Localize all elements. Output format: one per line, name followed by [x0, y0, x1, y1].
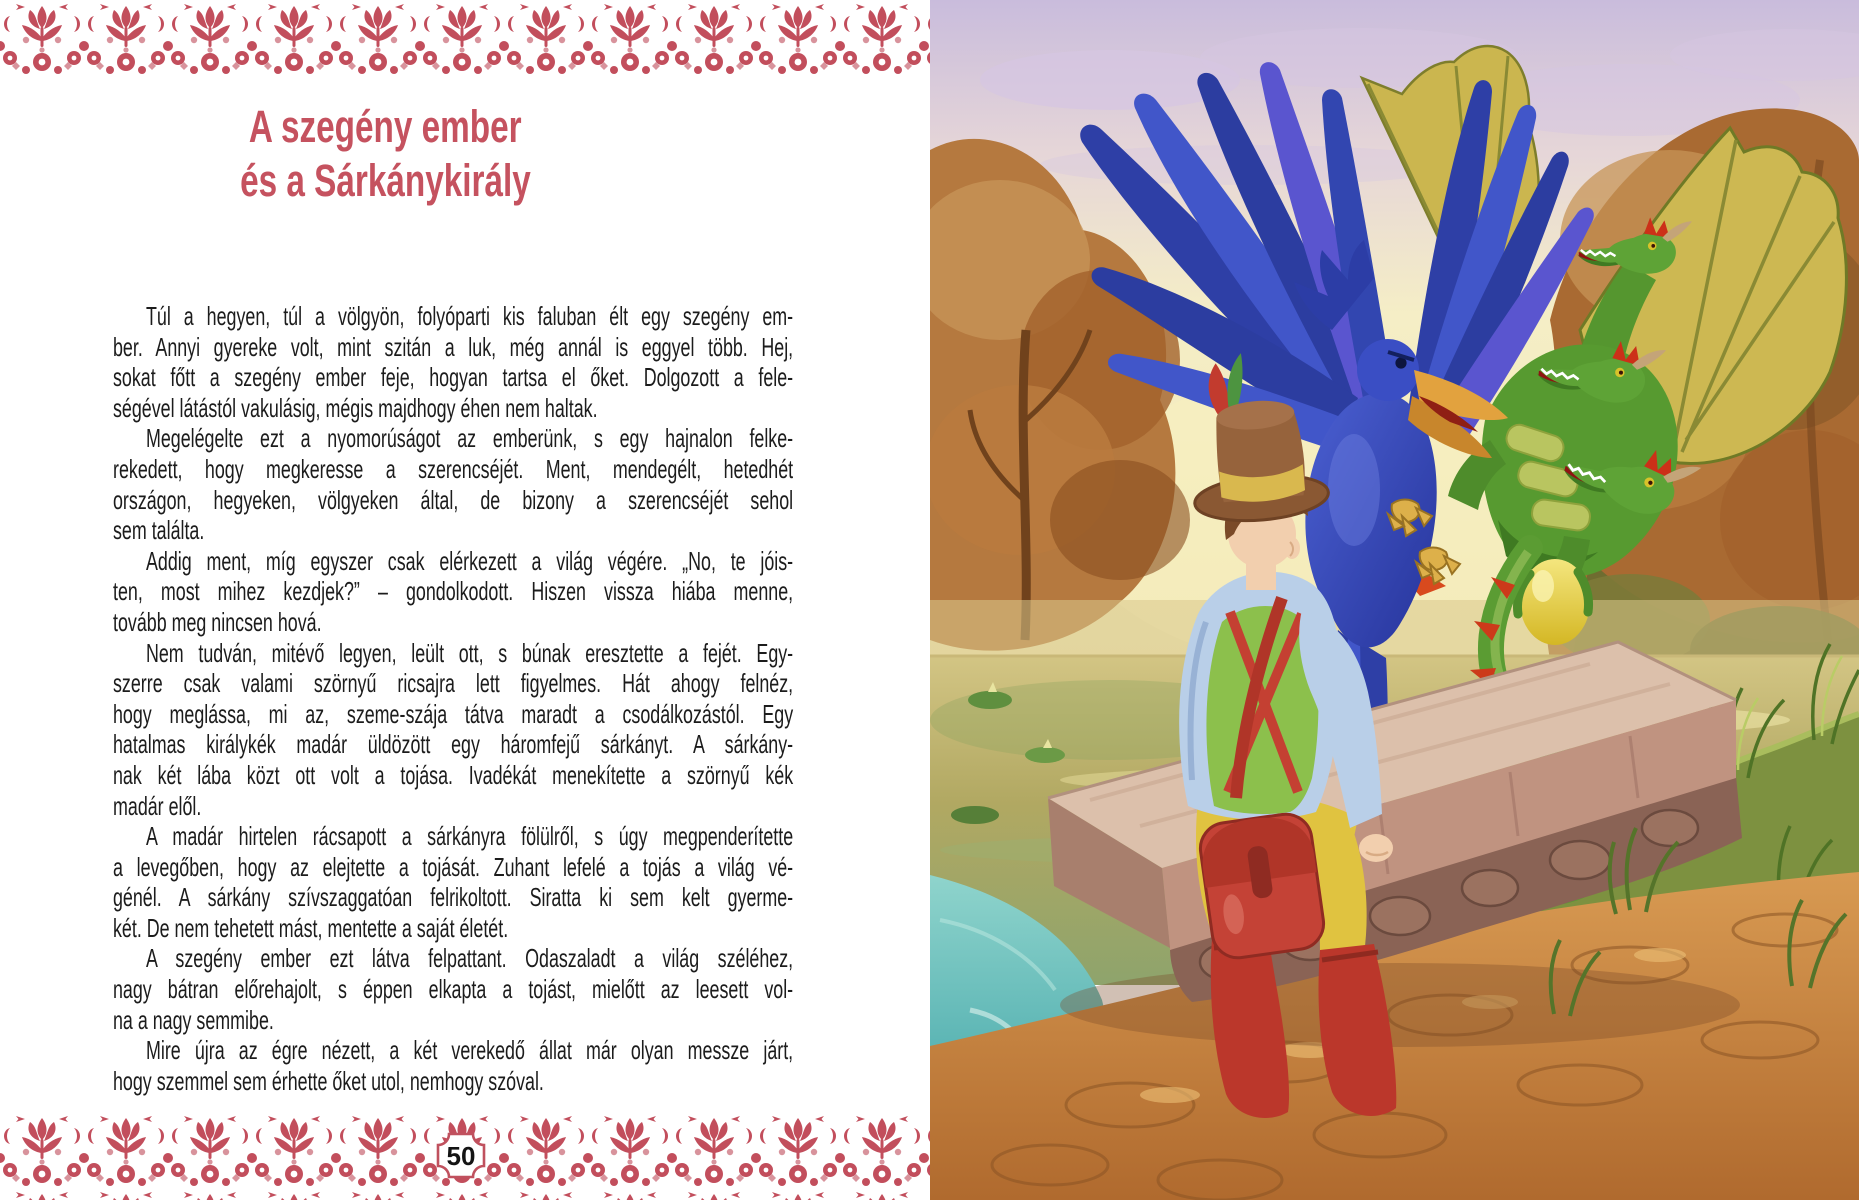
- story-line: rekedett, hogy megkeresse a szerencséjét. Ment, mendegélt, hetedhét: [113, 453, 794, 484]
- story-line: ségével látástól vakulásig, mégis majdhogy éhen nem haltak.: [113, 392, 598, 423]
- story-line: Nem tudván, mitévő legyen, leült ott, s búnak eresztette a fejét. Egy-: [145, 637, 794, 668]
- story-line: Túl a hegyen, túl a völgyön, folyóparti kis faluban élt egy szegény em-: [145, 301, 794, 331]
- story-title: [45, 100, 725, 208]
- story-line: ber. Annyi gyereke volt, mint szitán a luk, még annál is eggyel több. Hej,: [113, 331, 794, 362]
- story-line: A madár hirtelen rácsapott a sárkányra fölülről, s úgy megpenderítette: [145, 821, 794, 852]
- story-line: hogy szemmel sem érhette őket utol, nemhogy szóval.: [113, 1065, 544, 1096]
- story-title-line2: és a Sárkánykirály: [239, 155, 531, 206]
- story-line: na a nagy semmibe.: [113, 1004, 274, 1035]
- story-text: [113, 301, 793, 1096]
- story-title-line1: A szegény ember: [248, 101, 522, 152]
- story-line: országon, hegyeken, völgyeken által, de bizony a szerencséjét sehol: [113, 484, 794, 515]
- folk-pattern-border-top: [0, 0, 930, 75]
- story-line: hatalmas királykék madár üldözött egy háromfejű sárkányt. A sárkány-: [113, 729, 794, 760]
- story-line: a levegőben, hogy az elejtette a tojását. Zuhant lefelé a tojás a világ vé-: [113, 851, 794, 882]
- story-line: sem találta.: [113, 515, 205, 546]
- story-line: madár elől.: [113, 790, 202, 821]
- story-line: két. De nem tehetett mást, mentette a saját életét.: [113, 912, 509, 943]
- story-line: A szegény ember ezt látva felpattant. Odaszaladt a világ széléhez,: [145, 943, 794, 974]
- satchel: [1197, 811, 1327, 961]
- story-line: tovább meg nincsen hová.: [113, 606, 322, 637]
- story-line: szerre csak valami szörnyű ricsajra lett figyelmes. Hát ahogy felnéz,: [113, 668, 794, 699]
- story-line: sokat főtt a szegény ember feje, hogyan tartsa el őket. Dolgozott a fele-: [113, 362, 794, 393]
- story-line: Mire újra az égre nézett, a két verekedő állat már olyan messze járt,: [145, 1035, 794, 1066]
- story-line: génél. A sárkány szívszaggatóan felrikoltott. Siratta ki sem kelt gyerme-: [113, 882, 794, 913]
- story-line: ten, most mihez kezdjek?” – gondolkodott. Hiszen vissza hiába menne,: [113, 576, 794, 607]
- boy-hand: [1359, 834, 1393, 862]
- page-number: 50: [446, 1141, 476, 1171]
- story-line: Megelégelte ezt a nyomorúságot az emberünk, s egy hajnalon felke-: [145, 423, 794, 454]
- story-illustration: [930, 0, 1859, 1200]
- story-line: nak két lába közt ott volt a tojása. Ivadékát menekítette a szörnyű kék: [113, 759, 794, 790]
- story-line: Addig ment, míg egyszer csak elérkezett a világ végére. „No, te jóis-: [145, 545, 794, 576]
- story-line: nagy bátran előrehajolt, s éppen elkapta a tojást, mielőtt az leesett vol-: [113, 974, 794, 1005]
- story-line: hogy meglássa, mi az, szeme-szája tátva maradt a csodálkozástól. Egy: [113, 698, 794, 729]
- page-number-badge: [435, 1131, 487, 1180]
